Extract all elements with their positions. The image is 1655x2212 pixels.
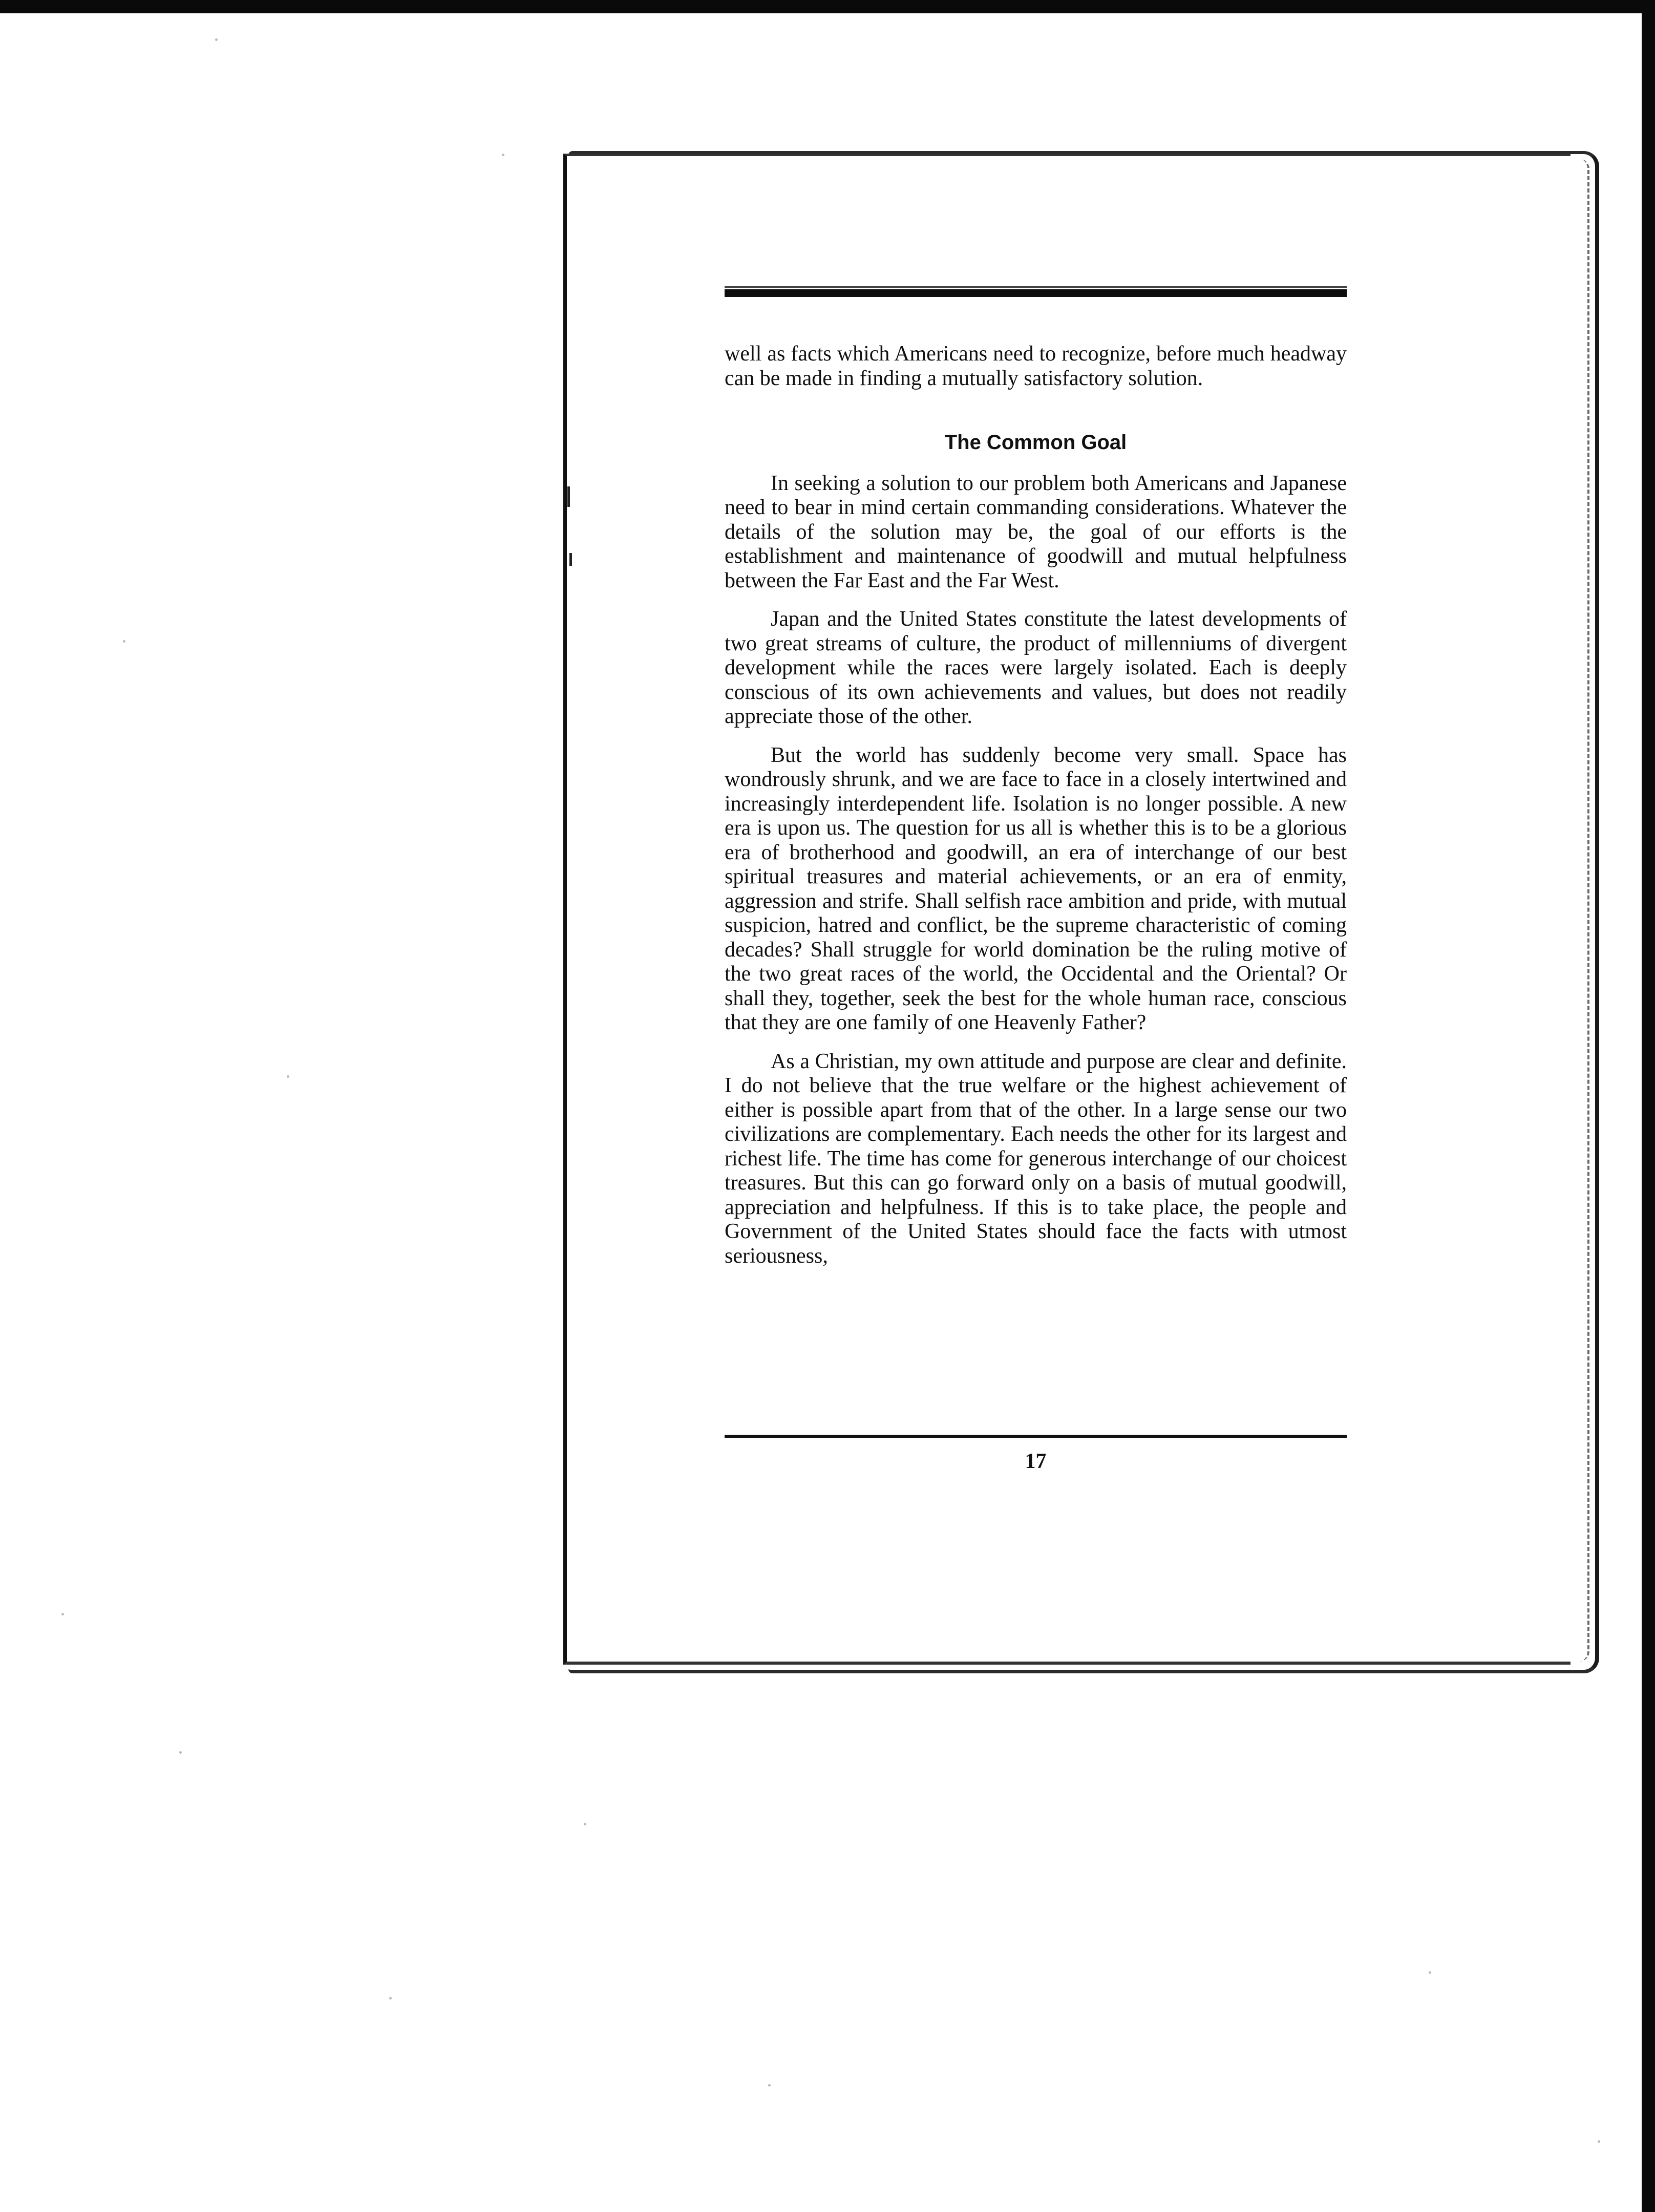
speckle [1598,2140,1600,2143]
speckle [61,1613,64,1615]
page-number: 17 [1025,1450,1047,1473]
speckle [123,640,125,643]
speckle [287,1075,289,1078]
speckle [389,1997,392,2000]
paragraph: In seeking a solution to our problem both Americans and Japanese need to bear in mind certain commanding considerations. Whatever the details of the solution may be, the goal of our efforts is the establishment and maintenance of goodwill and mutual helpfulness between the Far East and the Far West. [725,471,1347,592]
top-rule [725,289,1347,297]
speckle [215,38,218,41]
speckle [584,1823,586,1825]
paragraph: Japan and the United States constitute the latest developments of two great streams of culture, the product of millenniums of divergent development while the races were largely isolated. Each is deeply conscious of its own achievements and values, but does not readily appreciate those of the other. [725,607,1347,728]
body-text [725,342,1347,1268]
speckle [768,2084,771,2087]
scan-border-top [0,0,1655,13]
section-heading: The Common Goal [944,431,1127,454]
margin-mark [569,553,572,566]
top-rule-thin [725,286,1347,288]
bottom-rule [725,1435,1347,1438]
scan-border-right [1642,0,1655,2212]
paragraph: As a Christian, my own attitude and purpose are clear and definite. I do not believe that the true welfare or the highest achievement of either is possible apart from that of the other. In a large sense our two civilizations are complementary. Each needs the other for its largest and richest life. The time has come for generous interchange of our choicest treasures. But this can go forward only on a basis of mutual goodwill, appreciation and helpfulness. If this is to take place, the people and Government of the United States should face the facts with utmost seriousness, [725,1049,1347,1268]
paragraph-intro: well as facts which Americans need to recognize, before much headway can be made in finding a mutually satisfactory solution. [725,342,1347,390]
margin-mark [567,486,570,507]
paragraph: But the world has suddenly become very small. Space has wondrously shrunk, and we are face to face in a closely intertwined and increasingly interdependent life. Isolation is no longer possible. A new era is upon us. The question for us all is whether this is to be a glorious era of brotherhood and goodwill, an era of interchange of our best spiritual treasures and material achievements, or an era of enmity, aggression and strife. Shall selfish race ambition and pride, with mutual suspicion, hatred and conflict, be the supreme characteristic of coming decades? Shall struggle for world domination be the ruling motive of the two great races of the world, the Occidental and the Oriental? Or shall they, together, seek the best for the whole human race, conscious that they are one family of one Heavenly Father? [725,743,1347,1034]
speckle [179,1751,182,1754]
speckle [502,154,504,156]
speckle [1429,1971,1431,1974]
